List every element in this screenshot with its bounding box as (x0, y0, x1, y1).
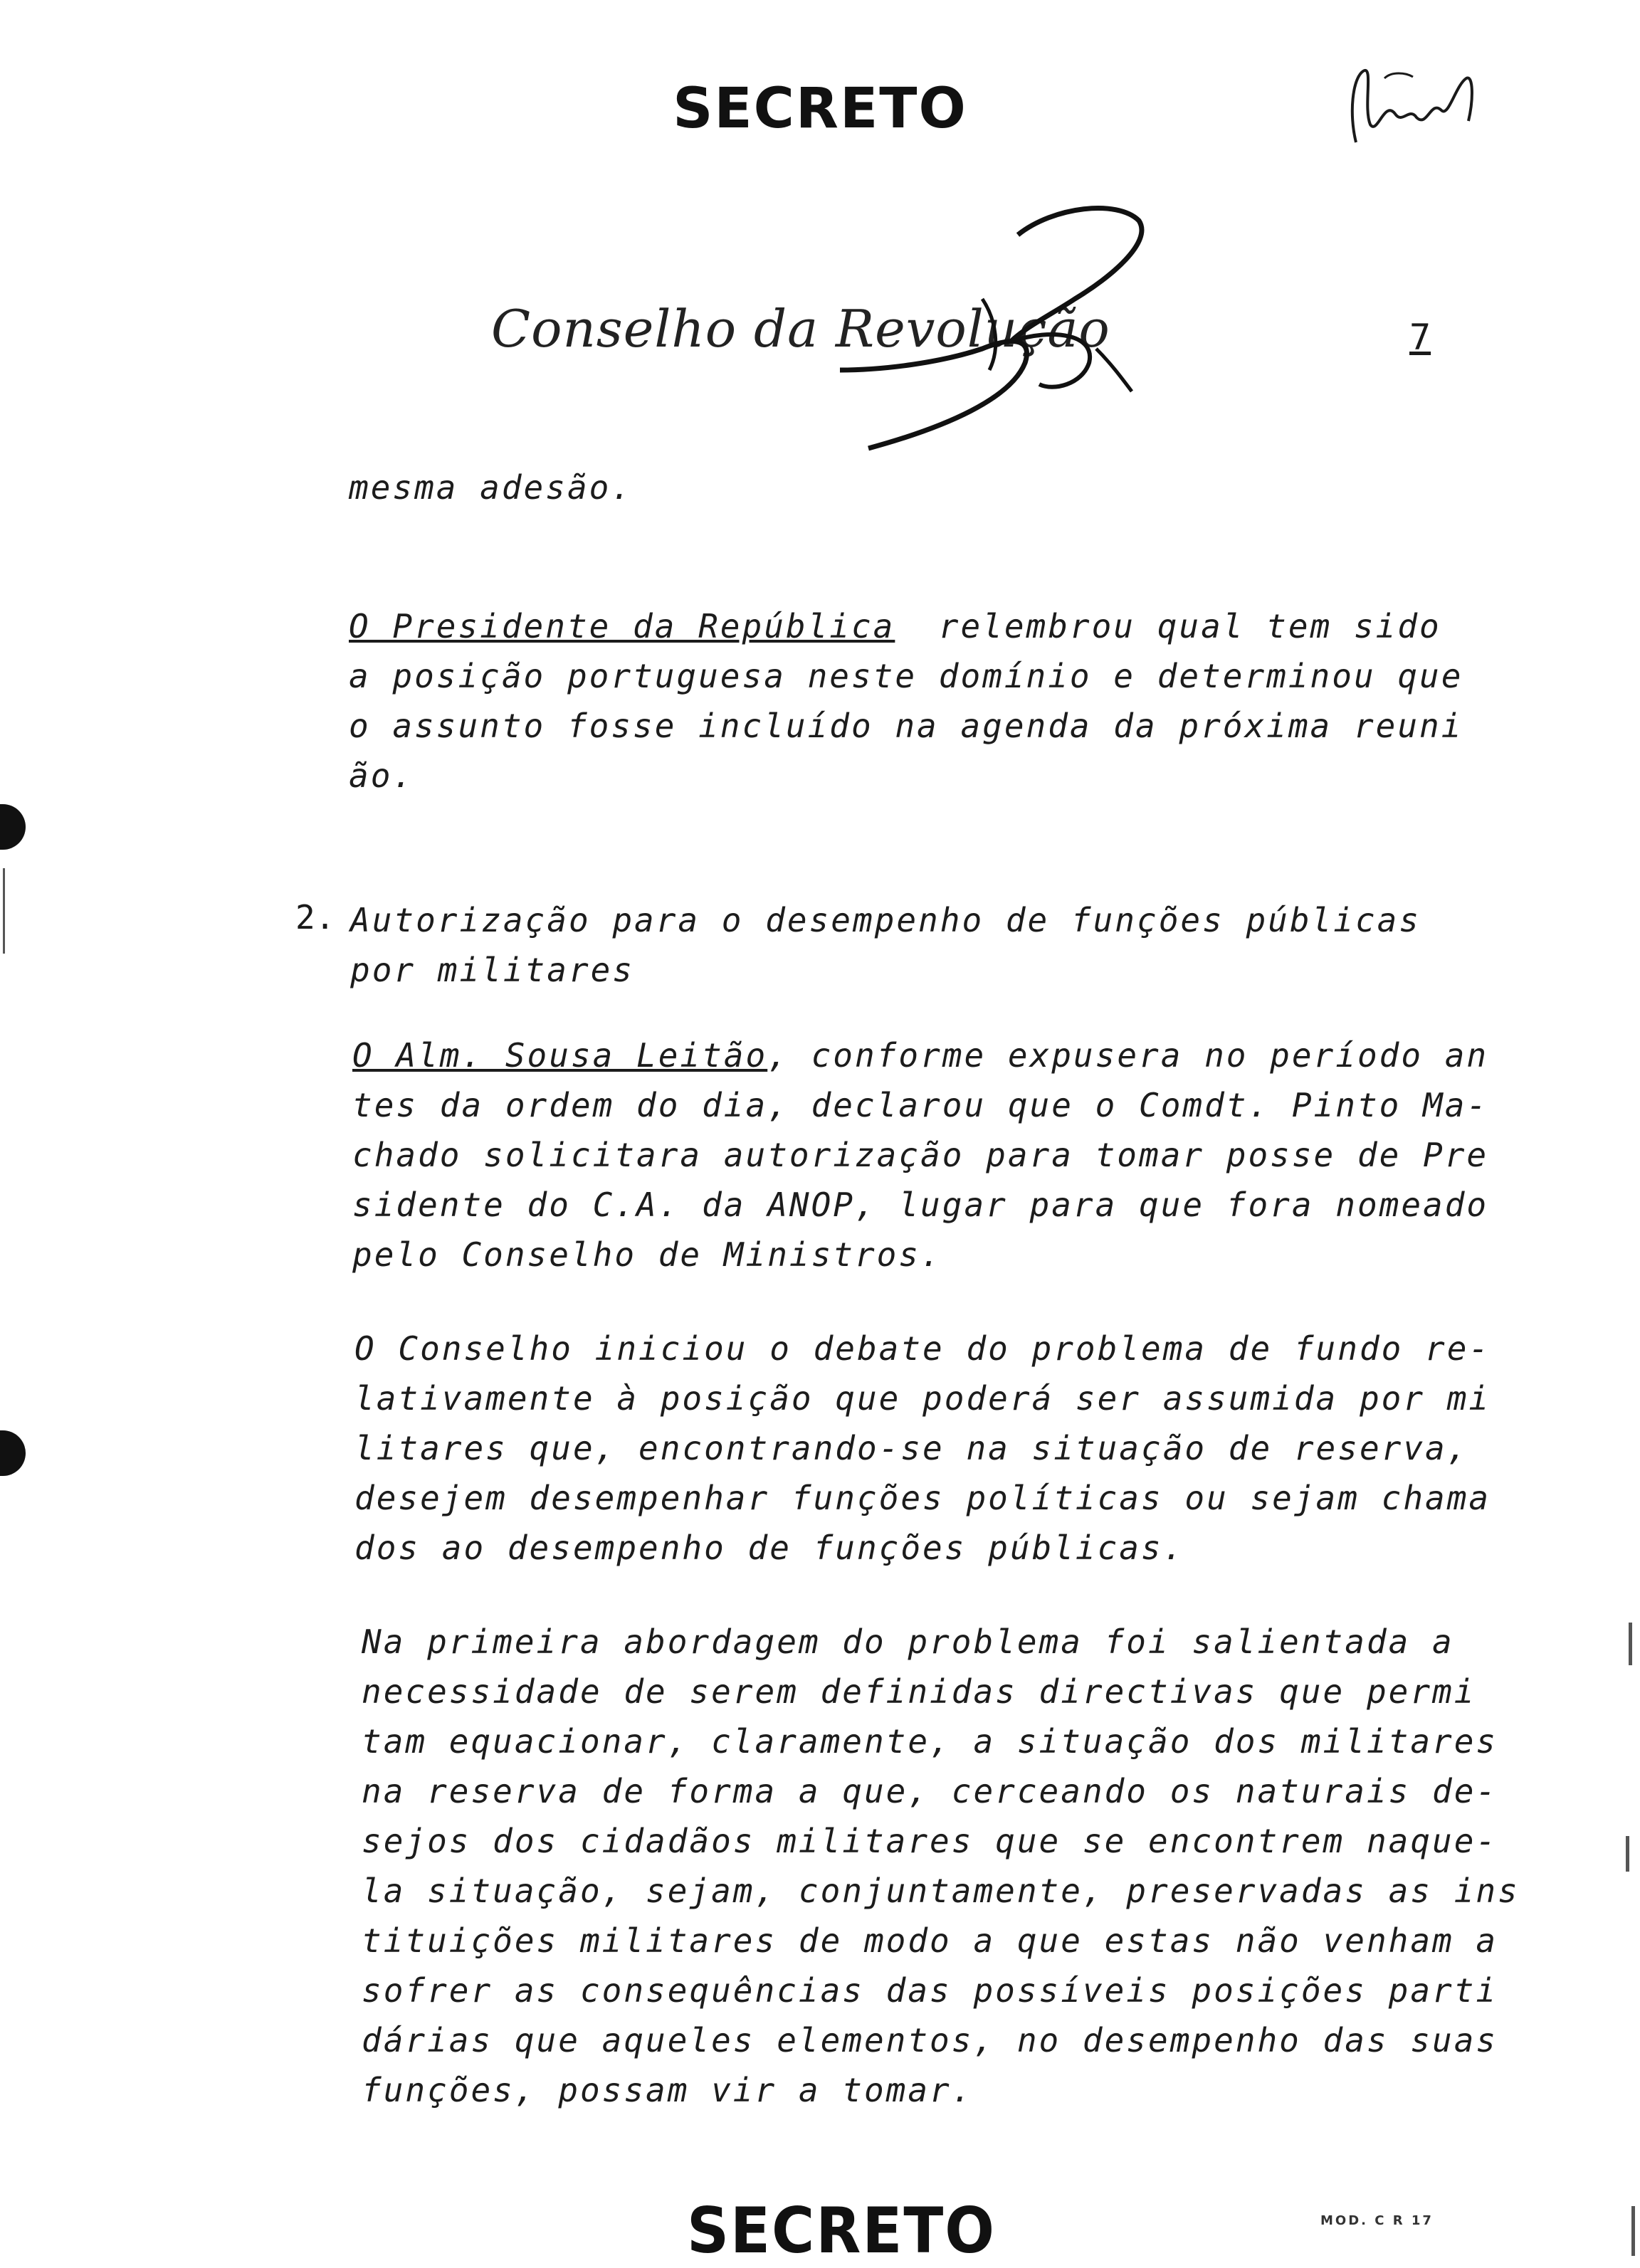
paragraph-line: sejos dos cidadãos militares que se encontrem naque- (362, 1822, 1498, 1860)
edge-scan-mark (1629, 1623, 1632, 1665)
paragraph-line: dos ao desempenho de funções públicas. (354, 1529, 1185, 1567)
paragraph-line: tituições militares de modo a que estas não venham a (362, 1921, 1498, 1960)
paragraph-line: o assunto fosse incluído na agenda da próxima reuni (349, 707, 1463, 745)
form-code: MOD. C R 17 (1320, 2213, 1434, 2228)
paragraph-primeira-abordagem (362, 1617, 1520, 2115)
item-number: 2. (295, 898, 335, 937)
paragraph-line: lativamente à posição que poderá ser assumida por mi (354, 1379, 1491, 1418)
paragraph-line: , conforme expusera no período an (767, 1036, 1489, 1075)
paragraph-line: chado solicitara autorização para tomar posse de Pre (352, 1136, 1489, 1174)
binder-hole-mark (0, 1430, 26, 1476)
handwritten-initials (1342, 57, 1484, 157)
paragraph-line: a posição portuguesa neste domínio e determinou que (349, 657, 1463, 695)
subject-president: O Presidente da República (349, 607, 895, 645)
item-title (350, 895, 1421, 995)
paragraph-line: pelo Conselho de Ministros. (352, 1235, 942, 1274)
paragraph-line: funções, possam vir a tomar. (362, 2071, 974, 2109)
paragraph-line: na reserva de forma a que, cerceando os naturais de- (362, 1772, 1498, 1810)
classification-stamp-top: SECRETO (673, 77, 967, 141)
handwritten-signature (840, 192, 1167, 463)
letterhead-title: Conselho da Revolução (491, 299, 1110, 359)
paragraph-line: desejem desempenhar funções políticas ou sejam chama (354, 1479, 1491, 1517)
paragraph-line: O Conselho iniciou o debate do problema de fundo re- (354, 1329, 1491, 1368)
paragraph-line: litares que, encontrando-se na situação de reserva, (354, 1429, 1469, 1467)
edge-scan-mark (3, 868, 5, 954)
text-fragment: mesma adesão. (349, 468, 634, 507)
item-title-line: Autorização para o desempenho de funções públicas (350, 901, 1421, 939)
paragraph-president (349, 601, 1463, 801)
paragraph-sousa-leitao (352, 1030, 1488, 1280)
paragraph-line: sofrer as consequências das possíveis posições parti (362, 1971, 1498, 2010)
paragraph-line: ão. (349, 756, 415, 795)
binder-hole-mark (0, 804, 26, 850)
classification-stamp-bottom: SECRETO (686, 2195, 997, 2268)
paragraph-line: tam equacionar, claramente, a situação dos militares (362, 1722, 1498, 1761)
edge-scan-mark (1626, 1836, 1629, 1872)
paragraph-line: dárias que aqueles elementos, no desempenho das suas (362, 2021, 1498, 2059)
subject-sousa-leitao: O Alm. Sousa Leitão (352, 1036, 768, 1075)
paragraph-conselho (354, 1324, 1491, 1573)
paragraph-line: necessidade de serem definidas directivas que permi (362, 1672, 1476, 1711)
edge-scan-mark (1631, 2206, 1635, 2256)
page-number: 7 (1409, 317, 1431, 358)
paragraph-line: Na primeira abordagem do problema foi salientada a (362, 1623, 1454, 1661)
paragraph-line: tes da ordem do dia, declarou que o Comdt. Pinto Ma- (352, 1086, 1489, 1124)
item-title-line: por militares (350, 951, 635, 989)
paragraph-line: sidente do C.A. da ANOP, lugar para que fora nomeado (352, 1186, 1489, 1224)
paragraph-line: relembrou qual tem sido (938, 607, 1441, 645)
paragraph-line: la situação, sejam, conjuntamente, preservadas as ins (362, 1872, 1520, 1910)
